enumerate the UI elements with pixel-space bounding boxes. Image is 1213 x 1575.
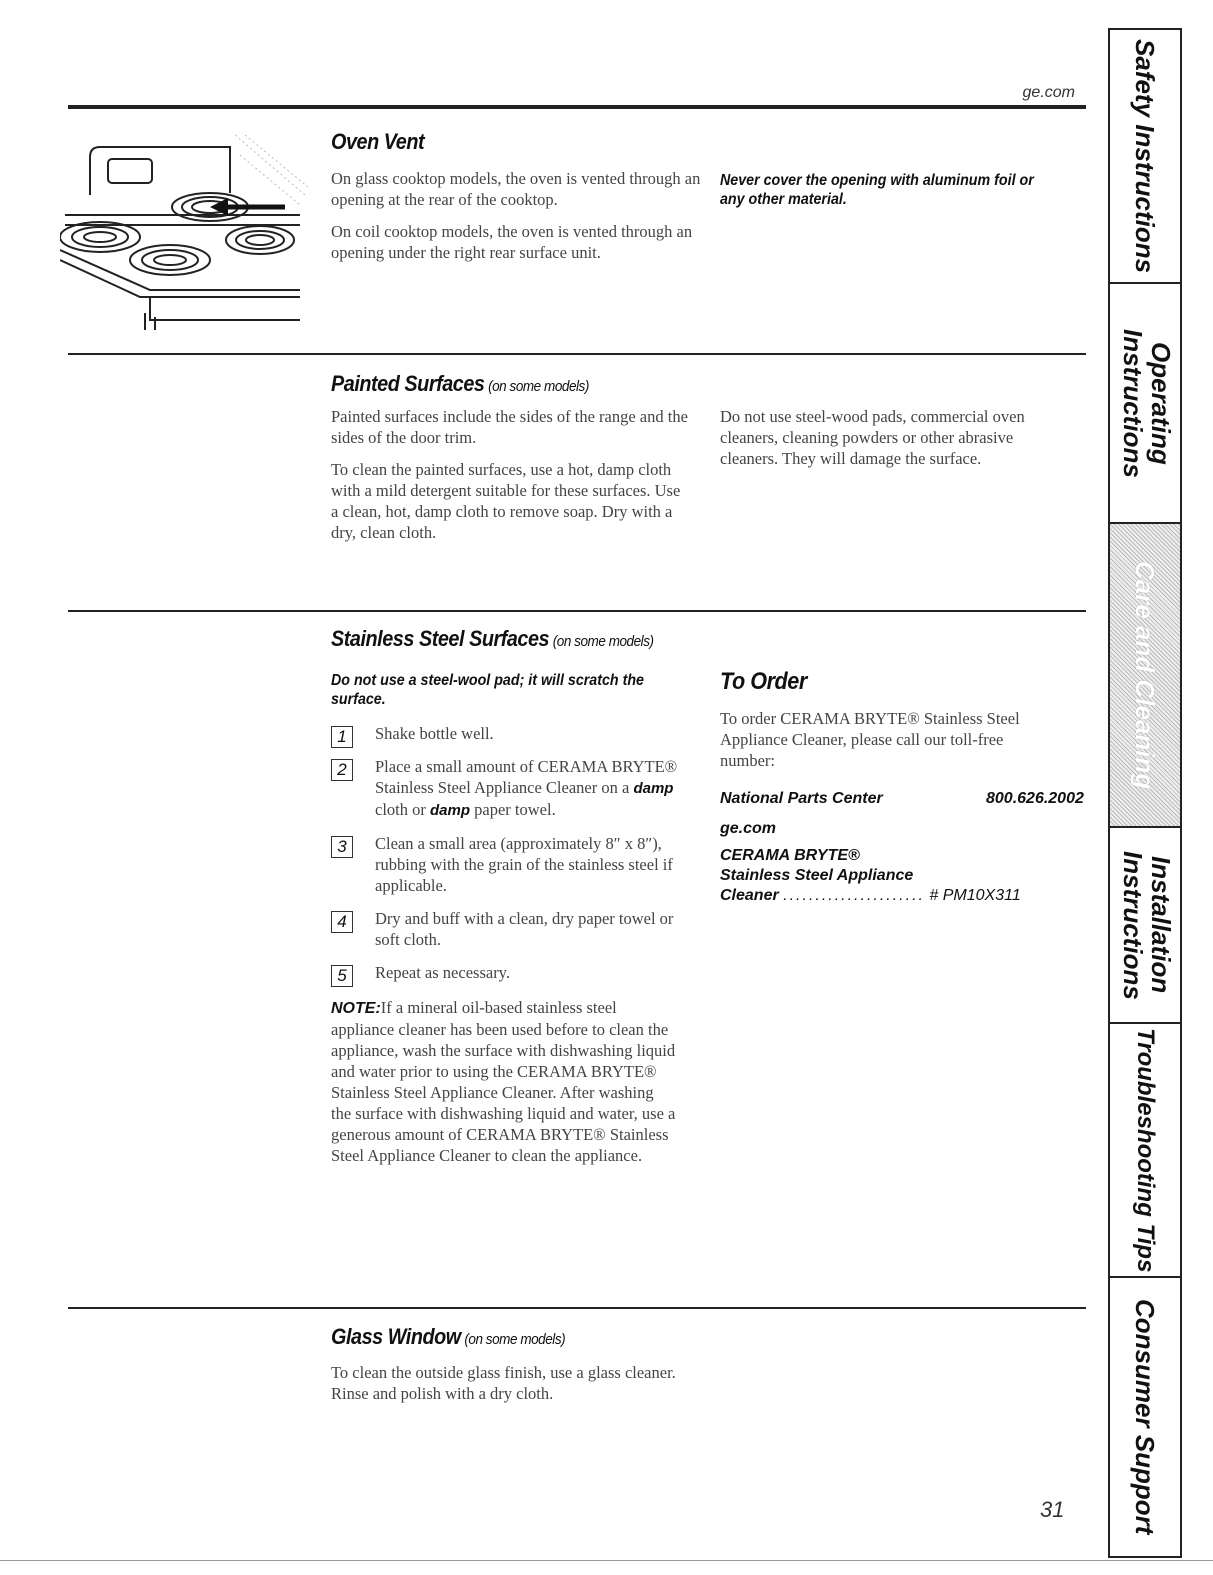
step-text: paper towel.	[470, 800, 556, 819]
step-4	[331, 908, 687, 950]
site-url: ge.com	[1022, 84, 1075, 101]
step-text: Shake bottle well.	[375, 724, 494, 743]
step-3	[331, 833, 687, 896]
stainless-note	[331, 997, 677, 1166]
page-number: 31	[1040, 1497, 1065, 1522]
glass-sub: (on some models)	[464, 1331, 566, 1348]
glass-title	[331, 1324, 565, 1350]
step-1	[331, 723, 687, 744]
divider-2	[68, 610, 1086, 612]
bottom-rule	[0, 1560, 1213, 1561]
stainless-steps	[331, 723, 687, 1166]
product-line-2: Stainless Steel Appliance	[720, 867, 914, 884]
note-label: NOTE:	[331, 1000, 381, 1017]
oven-vent-title: Oven Vent	[331, 129, 425, 154]
tab-operating-instructions[interactable]	[1108, 284, 1182, 524]
parts-phone: 800.626.2002	[986, 790, 1084, 807]
oven-vent-body	[331, 168, 701, 274]
to-order-text: To order CERAMA BRYTE® Stainless Steel Appliance Cleaner, please call our toll-free number:	[720, 709, 1020, 770]
stainless-title	[331, 626, 654, 652]
painted-p3: Do not use steel-wood pads, commercial oven cleaners, cleaning powders or other abrasive cleaners. They will damage the surface.	[720, 407, 1025, 468]
step-number: 4	[331, 911, 353, 933]
tab-care-and-cleaning[interactable]	[1108, 524, 1182, 828]
tab-label: Consumer Support	[1130, 1299, 1160, 1535]
leader-dots: ......................	[783, 887, 925, 904]
step-emphasis: damp	[633, 780, 674, 797]
step-number: 1	[331, 726, 353, 748]
glass-title-text: Glass Window	[331, 1324, 461, 1349]
painted-title	[331, 371, 589, 397]
painted-sub: (on some models)	[488, 378, 589, 395]
step-text: Place a small amount of CERAMA BRYTE® Stainless Steel Appliance Cleaner on a	[375, 757, 678, 797]
stainless-warning: Do not use a steel-wool pad; it will scratch the surface.	[331, 672, 644, 708]
tab-label: Operating Instructions	[1118, 328, 1176, 478]
stainless-title-text: Stainless Steel Surfaces	[331, 626, 550, 651]
painted-body-left	[331, 406, 691, 554]
step-text: cloth or	[375, 800, 430, 819]
step-text: Repeat as necessary.	[375, 963, 510, 982]
painted-p1: Painted surfaces include the sides of the range and the sides of the door trim.	[331, 407, 688, 447]
product-name-end: Cleaner	[720, 887, 779, 904]
header-rule	[68, 105, 1086, 109]
step-text: Dry and buff with a clean, dry paper towel or soft cloth.	[375, 909, 674, 949]
order-web: ge.com	[720, 820, 777, 837]
tab-consumer-support[interactable]	[1108, 1278, 1182, 1556]
step-text: Clean a small area (approximately 8″ x 8″), rubbing with the grain of the stainless steel if applicable.	[375, 834, 673, 895]
step-number: 5	[331, 965, 353, 987]
product-line-1: CERAMA BRYTE®	[720, 847, 860, 864]
oven-vent-warning: Never cover the opening with aluminum foil or any other material.	[720, 172, 1034, 208]
painted-body-right	[720, 406, 1065, 480]
parts-center: National Parts Center	[720, 790, 883, 807]
tab-installation-instructions[interactable]	[1108, 828, 1182, 1024]
divider-3	[68, 1307, 1086, 1309]
stainless-sub: (on some models)	[552, 633, 654, 650]
oven-vent-p1: On glass cooktop models, the oven is vented through an opening at the rear of the cooktop.	[331, 169, 701, 209]
product-line-3	[720, 885, 1021, 906]
step-number: 3	[331, 836, 353, 858]
step-5	[331, 962, 687, 983]
cooktop-illustration	[60, 125, 310, 330]
tab-label: Care and Cleaning	[1130, 560, 1160, 790]
tab-label: Installation Instructions	[1118, 850, 1176, 1000]
tab-label: Safety Instructions	[1130, 38, 1160, 274]
glass-text: To clean the outside glass finish, use a glass cleaner. Rinse and polish with a dry cloth.	[331, 1363, 676, 1403]
tab-safety-instructions[interactable]	[1108, 30, 1182, 284]
part-number: # PM10X311	[929, 887, 1021, 904]
tab-troubleshooting-tips[interactable]	[1108, 1024, 1182, 1278]
step-number: 2	[331, 759, 353, 781]
step-emphasis: damp	[430, 802, 471, 819]
to-order-title: To Order	[720, 668, 807, 695]
painted-p2: To clean the painted surfaces, use a hot, damp cloth with a mild detergent suitable for these surfaces. Use a clean, hot, damp cloth to remove soap. Dry with a dry, clean cloth.	[331, 460, 681, 542]
divider-1	[68, 353, 1086, 355]
note-text: If a mineral oil-based stainless steel appliance cleaner has been used before to clean the appliance, wash the surface with dishwashing liquid and water prior to using the CERAMA BRYTE® Stainless Steel Appliance Cleaner. After washing the surface with dishwashing liquid and water, use a generous amount of CERAMA BRYTE® Stainless Steel Appliance Cleaner to clean the appliance.	[331, 998, 676, 1165]
painted-title-text: Painted Surfaces	[331, 371, 485, 396]
oven-vent-p2: On coil cooktop models, the oven is vented through an opening under the right rear surface unit.	[331, 222, 693, 262]
tab-label: Troubleshooting Tips	[1132, 1027, 1159, 1273]
step-2	[331, 756, 687, 821]
